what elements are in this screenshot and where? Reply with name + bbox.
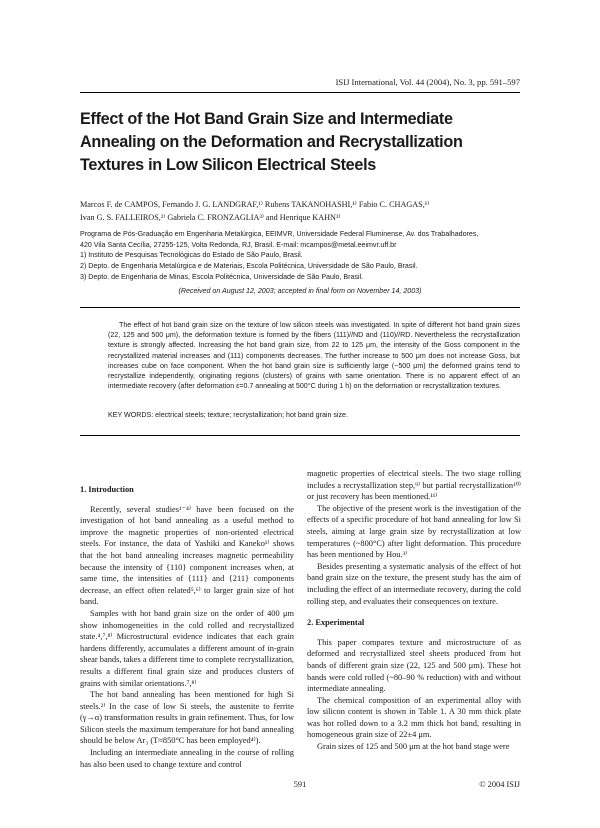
section-heading-introduction: 1. Introduction xyxy=(80,485,134,494)
affiliation-line: 3) Depto. de Engenharia de Minas, Escola Politécnica, Universidade de São Paulo, Brasil. xyxy=(80,272,364,281)
author-line: Ivan G. S. FALLEIROS,²⁾ Gabriela C. FRONZAGLIA³⁾ and Henrique KAHN³⁾ xyxy=(80,212,341,222)
paragraph: Including an intermediate annealing in the course of rolling has also been used to change texture and control xyxy=(80,748,294,769)
paper-title: Effect of the Hot Band Grain Size and Intermediate Annealing on the Deformation and Recrystallization Textures in Low Silicon Electrical Steels xyxy=(80,110,463,174)
right-column xyxy=(307,468,521,753)
paragraph: This paper compares texture and microstructure of as deformed and recrystallized steel sheets produced from hot bands of different grain size (22, 125 and 500 μm). These hot bands were cold rolled (~80–90 % reduction) with and without intermediate annealing. xyxy=(307,637,521,694)
abstract-rule-bottom xyxy=(80,435,520,436)
paragraph: Recently, several studies¹⁻⁴⁾ have been focused on the investigation of hot band annealing as a useful method to improve the magnetic properties of non-oriented electrical steels. For instance, the data of Yashiki and Kaneko¹⁾ shows that the hot band annealing increases magnetic permeability because the intensity of {110} component increases when, at same time, the intensities of {111} and {211} components decrease, an effect often related⁵,⁶⁾ to larger grain size of hot band. xyxy=(80,504,294,607)
author-list xyxy=(80,199,520,224)
paragraph: magnetic properties of electrical steels. The two stage rolling includes a recrystallization step,⁹⁾ but partial recrystallization¹⁰⁾ or just recovery has been mentioned.¹¹⁾ xyxy=(307,469,521,502)
left-column xyxy=(80,484,294,770)
paragraph: The hot band annealing has been mentioned for high Si steels.²⁾ In the case of low Si steels, the austenite to ferrite (γ→α) transformation results in grain refinement. Thus, for low Silicon steels the maximum temperature for hot band annealing should be below Ar₃ (T≈850°C has been employed⁴⁾). xyxy=(80,690,294,746)
author-line: Marcos F. de CAMPOS, Fernando J. G. LANDGRAF,¹⁾ Rubens TAKANOHASHI,¹⁾ Fabio C. CHAGAS,¹⁾ xyxy=(80,200,430,209)
paragraph: The chemical composition of an experimental alloy with low silicon content is shown in Table 1. A 30 mm thick plate was hot rolled down to a 3.2 mm thick hot band, resulting in homogeneous grain size of 22±4 μm. xyxy=(307,695,521,740)
header-rule xyxy=(80,92,520,93)
paragraph: Samples with hot band grain size on the order of 400 μm show inhomogeneities in the cold rolled and recrystallized state.⁴,⁷,⁸⁾ Microstructural evidence indicates that each grain hardens differently, accumulates a different amount of in-grain shear bands, takes a different time to complete recrystallization, results a different final grain size and produces clusters of grains with similar orientations.⁷,⁸⁾ xyxy=(80,608,294,688)
copyright: © 2004 ISIJ xyxy=(479,780,520,789)
abstract xyxy=(108,320,520,391)
keywords: KEY WORDS: electrical steels; texture; recrystallization; hot band grain size. xyxy=(108,411,348,419)
affiliation-line: 2) Depto. de Engenharia Metalúrgica e de Materiais, Escola Politécnica, Universidade de São Paulo, Brasil. xyxy=(80,262,418,271)
page-number: 591 xyxy=(293,780,307,789)
paragraph: Grain sizes of 125 and 500 μm at the hot band stage were xyxy=(317,742,510,752)
journal-citation: ISIJ International, Vol. 44 (2004), No. 3, pp. 591–597 xyxy=(335,77,520,87)
affiliations xyxy=(80,229,520,283)
section-heading-experimental: 2. Experimental xyxy=(307,618,365,628)
paragraph: Besides presenting a systematic analysis of the effect of hot band grain size on the texture, the present study has the aim of including the effect of an intermediate recovery, during the cold rolling step, and evaluates their consequences on texture. xyxy=(307,561,521,606)
paragraph: The objective of the present work is the investigation of the effects of a specific procedure of hot band annealing for low Si steels, aiming at large grain size by recrystallization at low temperatures (~800°C) after light deformation. This procedure has been mentioned by Hou.³⁾ xyxy=(307,503,521,560)
affiliation-line: 420 Vila Santa Cecília, 27255-125, Volta Redonda, RJ, Brasil. E-mail: mcampos@metal.eeimvr.uff.br xyxy=(80,240,397,249)
abstract-rule-top xyxy=(80,307,520,308)
abstract-text: The effect of hot band grain size on the texture of low silicon steels was investigated. In spite of different hot band grain sizes (22, 125 and 500 μm), the deformation texture is formed by the fibers (111)//ND and (110)//RD. Nevertheless the recrystallization texture is strongly affected. Increasing the hot band grain size, from 22 to 125 μm, the intensity of the Goss component in the recrystallized material increases and (111) components decreases. The further increase to 500 μm does not increase Goss, but increases cube on face component. When the hot band grain size is sufficiently large (~500 μm) the deformed grains tend to recrystallize independently, originating regions (clusters) of grains with same orientation. There is no apparent effect of an intermediate recovery (after deformation ε=0.7 annealing at 500°C during 1 h) on the deformation or recrystallization textures. xyxy=(108,321,520,391)
affiliation-line: Programa de Pós-Graduação em Engenharia Metalúrgica, EEIMVR, Universidade Federal Fluminense, Av. dos Trabalhadores, xyxy=(80,230,479,238)
affiliation-line: 1) Instituto de Pesquisas Tecnológicas do Estado de São Paulo, Brasil. xyxy=(80,251,303,260)
received-dates: (Received on August 12, 2003; accepted in final form on November 14, 2003) xyxy=(178,287,422,295)
